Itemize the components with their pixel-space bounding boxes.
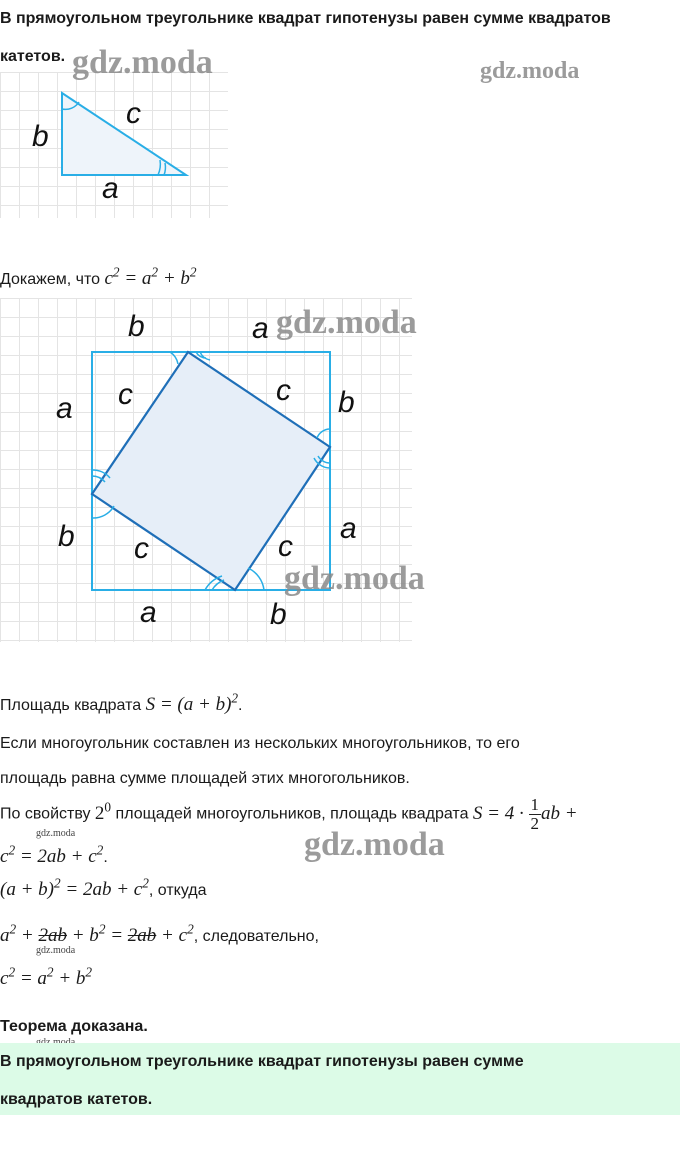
eq3-eq: = a	[15, 968, 47, 989]
square-top-b: b	[128, 310, 145, 343]
square-top-a: a	[252, 312, 269, 345]
prove-c: c	[104, 268, 113, 289]
frac-denominator: 2	[530, 813, 539, 833]
watermark-4: gdz.moda	[284, 560, 425, 597]
property-num: 2	[94, 802, 105, 824]
area-end: .	[238, 697, 243, 714]
polygon-line-1: Если многоугольник составлен из нескольких многоугольников, то его	[0, 735, 520, 752]
property-line-2: $c^2 = 2ab + c^2$.	[0, 842, 108, 867]
property-text-2: площадей многоугольников, площадь квадрата	[111, 805, 473, 823]
arc-top-1	[170, 352, 178, 364]
property-line2-rest: = 2ab + c	[15, 846, 97, 867]
triangle-shape	[62, 93, 186, 175]
square-right-b: b	[338, 386, 355, 419]
property-line2-end: .	[103, 849, 108, 866]
equation-2: $a^2 + 2ab + b^2 = 2ab + c^2$, следовательно,	[0, 921, 319, 946]
arc-top-3	[200, 352, 210, 360]
eq2-a: a	[0, 925, 10, 946]
watermark-1: gdz.moda	[72, 44, 213, 81]
watermark-small-2: gdz.moda	[36, 945, 76, 956]
polygon-line-2: площадь равна сумме площадей этих многогольников.	[0, 770, 410, 787]
square-bottom-a: a	[140, 596, 157, 629]
watermark-5: gdz.moda	[304, 826, 445, 863]
answer-line-1: В прямоугольном треугольнике квадрат гипотенузы равен сумме	[0, 1053, 524, 1070]
triangle-label-a: a	[102, 172, 119, 205]
answer-line-2: квадратов катетов.	[0, 1091, 153, 1108]
prove-text: Докажем, что	[0, 271, 105, 288]
eq2-struck-1: 2ab	[38, 925, 67, 946]
square-left-b: b	[58, 520, 75, 553]
arc-bottom-3	[248, 568, 264, 590]
square-c-top-right: c	[276, 374, 291, 407]
eq2-c: + c	[156, 925, 188, 946]
eq1-b: = 2ab + c	[60, 879, 143, 900]
area-exp: 2	[231, 690, 239, 706]
eq2-b: + b	[66, 925, 99, 946]
property-num-exp: 0	[104, 799, 112, 815]
eq3-plus: + b	[53, 968, 86, 989]
theorem-proved: Теорема доказана.	[0, 1018, 148, 1035]
square-right-a: a	[340, 512, 357, 545]
watermark-3: gdz.moda	[276, 304, 417, 341]
eq2-text: , следовательно,	[193, 928, 319, 945]
answer-box	[0, 1043, 680, 1115]
frac-numerator: 1	[530, 795, 539, 814]
eq2-eq: =	[105, 925, 128, 946]
property-text-1: По свойству	[0, 805, 95, 823]
property-line	[0, 796, 578, 833]
equation-1: $(a + b)^2 = 2ab + c^2$, откуда	[0, 875, 207, 900]
property-line2-c: c	[0, 846, 9, 867]
property-formula: S = 4 ·	[472, 802, 529, 824]
square-c-top-left: c	[118, 378, 133, 411]
prove-rhs: = a	[119, 268, 152, 289]
triangle-label-b: b	[32, 120, 49, 153]
area-line	[0, 690, 243, 716]
eq3-c: c	[0, 968, 9, 989]
prove-line: Докажем, что $c^2 = a^2 + b^2$	[0, 264, 197, 289]
eq1-text: , откуда	[148, 882, 207, 899]
square-bottom-b: b	[270, 598, 287, 631]
eq2-struck-2: 2ab	[127, 925, 157, 946]
triangle-label-c: c	[126, 97, 141, 130]
watermark-small-1: gdz.moda	[36, 828, 76, 839]
area-text: Площадь квадрата	[0, 697, 146, 714]
arc-right-1	[317, 429, 330, 438]
prove-rhs2: + b	[158, 268, 190, 289]
eq2-plus: +	[16, 925, 39, 946]
square-left-a: a	[56, 392, 73, 425]
statement-line-2: катетов.	[0, 48, 66, 65]
eq1-a: (a + b)	[0, 879, 54, 900]
arc-bottom-2	[212, 580, 224, 590]
square-c-bottom-right: c	[278, 530, 293, 563]
equation-3: $c^2 = a^2 + b^2$	[0, 964, 93, 989]
property-tail: ab +	[541, 802, 578, 824]
statement-line-1: В прямоугольном треугольнике квадрат гипотенузы равен сумме квадратов	[0, 10, 611, 27]
square-c-bottom-left: c	[134, 532, 149, 565]
watermark-2: gdz.moda	[480, 58, 580, 84]
area-formula: S = (a + b)	[145, 694, 232, 715]
